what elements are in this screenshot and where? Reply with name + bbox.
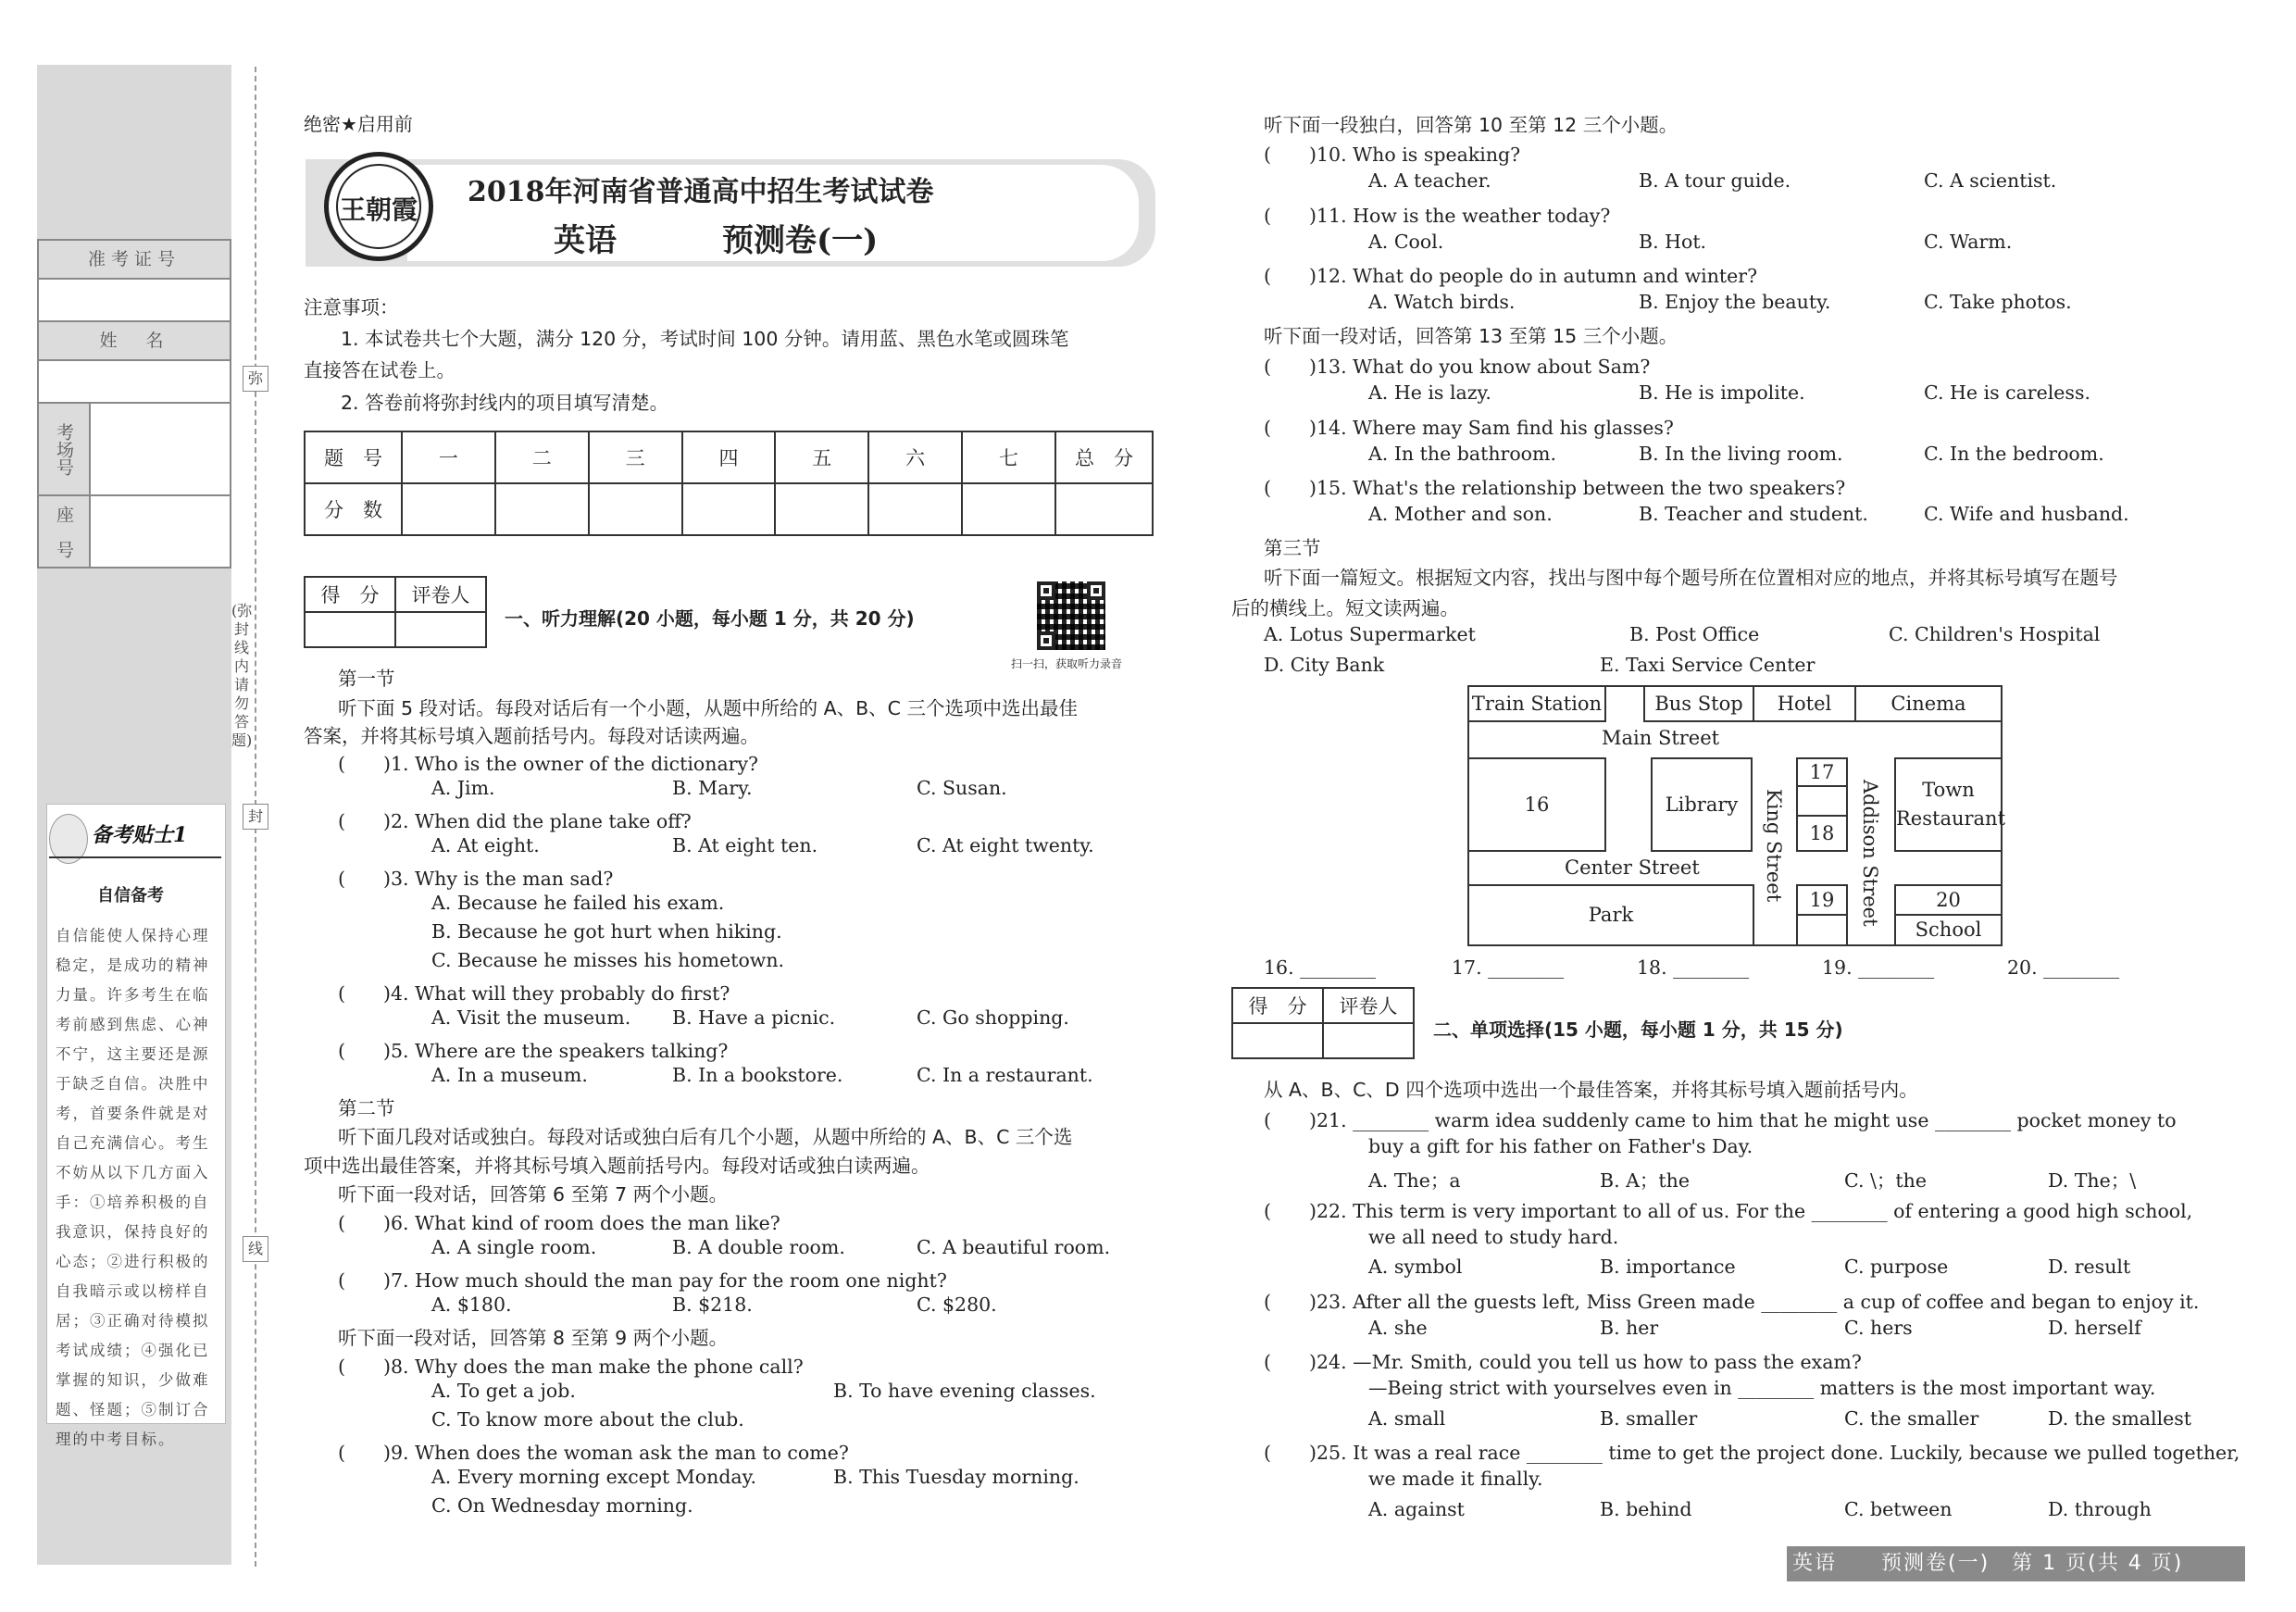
part-1-label: 第一节 [338,668,395,690]
option-a: A. Mother and son. [1368,503,1553,525]
grader-label: 评卷人 [395,577,486,612]
map-block [1796,785,1848,817]
place-option-b: B. Post Office [1629,623,1760,645]
score-header-cell: 一 [402,431,495,483]
map-cinema: Cinema [1854,685,2003,722]
option-a: A. The；a [1368,1169,1461,1192]
map-king-street: King Street [1763,789,1785,903]
mc-stem-cont: we made it finally. [1368,1468,1543,1490]
grader-name-cell[interactable] [1323,1023,1414,1058]
option-d: D. through [2048,1498,2152,1520]
score-cell[interactable] [682,483,776,535]
blank-20[interactable]: 20. ________ [2007,956,2120,979]
map-19: 19 [1796,884,1848,916]
option-b: B. Mary. [672,777,753,799]
mc-stem-cont: we all need to study hard. [1368,1226,1619,1248]
publisher-seal-logo [324,152,433,261]
part-3-instr-b: 后的横线上。短文读两遍。 [1231,597,1459,619]
dialogue-13-15-instr: 听下面一段对话，回答第 13 至第 15 三个小题。 [1264,325,1678,347]
question-stem: ( )15. What's the relationship between the two speakers? [1264,477,1846,499]
option-b: B. In the living room. [1639,443,1843,465]
option-b: B. her [1600,1317,1659,1339]
option-a: A. against [1368,1498,1465,1520]
score-cell[interactable] [1055,483,1153,535]
part-2-instr-a: 听下面几段对话或独白。每段对话或独白后有几个小题，从题中所给的 A、B、C 三个选 [338,1126,1073,1148]
option-b: B. smaller [1600,1407,1698,1430]
exam-room-label: 考场号 [39,404,91,494]
score-cell[interactable] [402,483,495,535]
seal-char-feng: 封 [243,804,268,830]
page-footer [1787,1546,2245,1581]
option-b: B. A tour guide. [1639,169,1791,192]
option-c: C. He is careless. [1924,381,2090,404]
paper-title: 预测卷(一) [722,222,879,259]
map-17: 17 [1796,757,1848,787]
footer-text: 英语 预测卷(一) 第 1 页(共 4 页) [1792,1552,2184,1575]
mc-stem-cont: buy a gift for his father on Father's Day. [1368,1135,1753,1157]
option-b: B. A；the [1600,1169,1690,1192]
blank-16[interactable]: 16. ________ [1264,956,1377,979]
option-c: C. the smaller [1844,1407,1979,1430]
question-stem: ( )4. What will they probably do first? [338,982,730,1005]
part-1-instr-b: 答案，并将其标号填入题前括号内。每段对话读两遍。 [304,725,759,747]
option-b: B. $218. [672,1293,753,1316]
question-stem: ( )3. Why is the man sad? [338,868,614,890]
mc-stem: ( )24. —Mr. Smith, could you tell us how to pass the exam? [1264,1351,1862,1373]
score-row-label: 分 数 [305,483,402,535]
admission-number-field[interactable] [37,278,231,322]
option-d: D. result [2048,1256,2131,1278]
blank-18[interactable]: 18. ________ [1637,956,1750,979]
question-stem: ( )9. When does the woman ask the man to come? [338,1442,849,1464]
notice-heading: 注意事项： [304,296,399,319]
mc-stem: ( )23. After all the guests left, Miss Green made ________ a cup of coffee and began to enjoy it. [1264,1291,2200,1313]
option-a: A. symbol [1368,1256,1463,1278]
option-a: A. Every morning except Monday. [431,1466,757,1488]
seal-char-xian: 线 [243,1236,268,1262]
qr-caption: 扫一扫，获取听力录音 [1011,657,1123,670]
grader-score-cell[interactable] [1232,1023,1323,1058]
option-a: A. A single room. [431,1236,597,1258]
option-a: A. To get a job. [431,1380,576,1402]
map-addison-street: Addison Street [1859,780,1881,927]
question-stem: ( )11. How is the weather today? [1264,205,1611,227]
option-b: B. behind [1600,1498,1692,1520]
option-c: C. purpose [1844,1256,1949,1278]
part-2-label: 第二节 [338,1097,395,1119]
question-stem: ( )14. Where may Sam find his glasses? [1264,417,1674,439]
notice-line-1: 1. 本试卷共七个大题，满分 120 分，考试时间 100 分钟。请用蓝、黑色水笔或圆珠笔 [341,328,1069,350]
score-header-cell: 五 [775,431,868,483]
question-stem: ( )6. What kind of room does the man like? [338,1212,780,1234]
map-main-street: Main Street [1602,727,1720,749]
option-b: B. importance [1600,1256,1736,1278]
mc-stem: ( )21. ________ warm idea suddenly came to him that he might use ________ pocket money to [1264,1109,2177,1131]
exam-room-field[interactable] [37,402,231,496]
option-a: A. Cool. [1368,231,1444,253]
option-b: B. Teacher and student. [1639,503,1868,525]
section-1-title: 一、听力理解(20 小题，每小题 1 分，共 20 分) [505,607,915,630]
qr-code-icon[interactable] [1037,581,1105,650]
map-bus-stop: Bus Stop [1643,685,1754,722]
grader-box-2 [1231,987,1415,1059]
logo-text: 王朝霞 [339,194,418,225]
question-stem: ( )1. Who is the owner of the dictionary? [338,753,759,775]
option-c: C. In the bedroom. [1924,443,2104,465]
part-2-instr-b: 项中选出最佳答案，并将其标号填入题前括号内。每段对话或独白读两遍。 [304,1155,930,1177]
option-c: C. Susan. [917,777,1007,799]
part-3-label: 第三节 [1264,537,1321,559]
exam-title: 2018年河南省普通高中招生考试试卷 [468,176,934,208]
option-a: A. Visit the museum. [431,1006,631,1029]
score-cell[interactable] [495,483,589,535]
blank-17[interactable]: 17. ________ [1452,956,1565,979]
option-a: A. small [1368,1407,1446,1430]
option-a: A. she [1368,1317,1428,1339]
dialogue-6-7-instr: 听下面一段对话，回答第 6 至第 7 两个小题。 [338,1183,729,1206]
score-header-cell: 六 [868,431,962,483]
option-b: B. To have evening classes. [833,1380,1096,1402]
section-2-instr: 从 A、B、C、D 四个选项中选出一个最佳答案，并将其标号填入题前括号内。 [1264,1079,1918,1101]
monologue-10-12-instr: 听下面一段独白，回答第 10 至第 12 三个小题。 [1264,114,1678,136]
admission-number-label: 准考证号 [37,239,231,280]
section-2-title: 二、单项选择(15 小题，每小题 1 分，共 15 分) [1433,1018,1843,1041]
option-a: A. He is lazy. [1368,381,1491,404]
question-stem: ( )2. When did the plane take off? [338,810,692,832]
option-a: A. In a museum. [431,1064,588,1086]
option-c: C. hers [1844,1317,1913,1339]
score-cell[interactable] [589,483,682,535]
mc-stem: ( )22. This term is very important to all of us. For the ________ of entering a good high school, [1264,1200,2193,1222]
question-stem: ( )8. Why does the man make the phone call? [338,1356,804,1378]
mc-stem: ( )25. It was a real race ________ time to get the project done. Luckily, because we pulled together, [1264,1442,2240,1464]
option-b: B. Because he got hurt when hiking. [431,920,782,943]
option-c: C. Warm. [1924,231,2013,253]
option-c: C. At eight twenty. [917,834,1094,856]
grader-score-cell[interactable] [305,612,395,647]
seal-note: (弥封线内请勿答题) [231,602,253,749]
map-park: Park [1467,884,1754,946]
blank-19[interactable]: 19. ________ [1822,956,1935,979]
place-option-c: C. Children's Hospital [1889,623,2101,645]
option-a: A. Watch birds. [1368,291,1516,313]
mc-stem-cont: —Being strict with yourselves even in ________ matters is the most important way. [1368,1377,2156,1399]
notice-line-1b: 直接答在试卷上。 [304,359,455,381]
option-a: A. A teacher. [1368,169,1491,192]
score-cell[interactable] [775,483,868,535]
score-cell[interactable] [868,483,962,535]
option-a: A. In the bathroom. [1368,443,1556,465]
grader-score-label: 得 分 [1232,988,1323,1023]
option-c: C. \；the [1844,1169,1927,1192]
grader-name-cell[interactable] [395,612,486,647]
option-b: B. Hot. [1639,231,1707,253]
tips-body: 自信能使人保持心理稳定，是成功的精神力量。许多考生在临考前感到焦虑、心神不宁，这主要还是源于缺乏自信。决胜中考，首要条件就是对自己充满信心。考生不妨从以下几方面入手：①培养积极的自我意识，保持良好的心态；②进行积极的自我暗示或以榜样自居；③正确对待模拟考试成绩；④强化已掌握的知识，少做难题、怪题；⑤制订合理的中考目标。 [56,927,210,1448]
option-b: B. At eight ten. [672,834,818,856]
question-stem: ( )10. Who is speaking? [1264,144,1521,166]
question-stem: ( )5. Where are the speakers talking? [338,1040,729,1062]
option-b: B. Have a picnic. [672,1006,836,1029]
name-label: 姓 名 [37,320,231,361]
map-train-station: Train Station [1467,685,1606,722]
option-d: D. the smallest [2048,1407,2192,1430]
score-header-cell: 四 [682,431,776,483]
option-c: C. A beautiful room. [917,1236,1111,1258]
option-a: A. Jim. [431,777,495,799]
option-c: C. To know more about the club. [431,1408,744,1431]
question-stem: ( )12. What do people do in autumn and winter? [1264,265,1758,287]
option-c: C. $280. [917,1293,997,1316]
map-library: Library [1651,757,1753,852]
score-header-cell: 三 [589,431,682,483]
option-b: B. In a bookstore. [672,1064,843,1086]
score-header-cell: 总 分 [1055,431,1153,483]
grader-label: 评卷人 [1323,988,1414,1023]
grader-score-label: 得 分 [305,577,395,612]
option-c: C. Take photos. [1924,291,2072,313]
part-3-instr-a: 听下面一篇短文。根据短文内容，找出与图中每个题号所在位置相对应的地点，并将其标号填写在题号 [1264,567,2118,589]
option-c: C. Because he misses his hometown. [431,949,785,971]
option-b: B. This Tuesday morning. [833,1466,1079,1488]
seat-field[interactable] [37,494,231,569]
tips-heading: 自信备考 [97,886,164,906]
score-table [304,431,1154,536]
part-1-instr-a: 听下面 5 段对话。每段对话后有一个小题，从题中所给的 A、B、C 三个选项中选出最佳 [338,697,1079,719]
option-c: C. In a restaurant. [917,1064,1093,1086]
option-a: A. At eight. [431,834,540,856]
secret-label: 绝密★启用前 [304,113,413,135]
map-town-restaurant: Town Restaurant [1894,757,2003,852]
seat-label: 座 号 [39,496,91,567]
score-cell[interactable] [962,483,1055,535]
option-c: C. Wife and husband. [1924,503,2129,525]
name-field[interactable] [37,359,231,404]
option-c: C. Go shopping. [917,1006,1069,1029]
score-header-cell: 二 [495,431,589,483]
score-header-cell: 七 [962,431,1055,483]
map-school: School [1894,914,2003,946]
map-20: 20 [1894,884,2003,916]
map-hotel: Hotel [1753,685,1856,722]
tips-title: 备考贴士1 [92,823,188,847]
dialogue-8-9-instr: 听下面一段对话，回答第 8 至第 9 两个小题。 [338,1327,729,1349]
seal-char-mi: 弥 [243,366,268,392]
place-option-d: D. City Bank [1264,654,1385,676]
question-stem: ( )13. What do you know about Sam? [1264,356,1651,378]
option-c: C. On Wednesday morning. [431,1494,693,1517]
score-header-cell: 题 号 [305,431,402,483]
place-option-a: A. Lotus Supermarket [1264,623,1476,645]
option-c: C. between [1844,1498,1953,1520]
option-c: C. A scientist. [1924,169,2057,192]
option-b: B. Enjoy the beauty. [1639,291,1831,313]
map-block [1796,914,1848,946]
question-stem: ( )7. How much should the man pay for the room one night? [338,1269,947,1292]
option-a: A. Because he failed his exam. [431,892,725,914]
map-center-street: Center Street [1565,856,1700,879]
option-d: D. herself [2048,1317,2141,1339]
option-a: A. $180. [431,1293,512,1316]
map-18: 18 [1796,815,1848,852]
notice-line-2: 2. 答卷前将弥封线内的项目填写清楚。 [341,392,669,414]
option-b: B. A double room. [672,1236,845,1258]
grader-box-1 [304,576,487,648]
subject-title: 英语 [554,222,617,259]
place-option-e: E. Taxi Service Center [1600,654,1816,676]
tips-divider [49,856,221,858]
map-16: 16 [1467,757,1606,852]
option-d: D. The；\ [2048,1169,2137,1192]
option-b: B. He is impolite. [1639,381,1805,404]
